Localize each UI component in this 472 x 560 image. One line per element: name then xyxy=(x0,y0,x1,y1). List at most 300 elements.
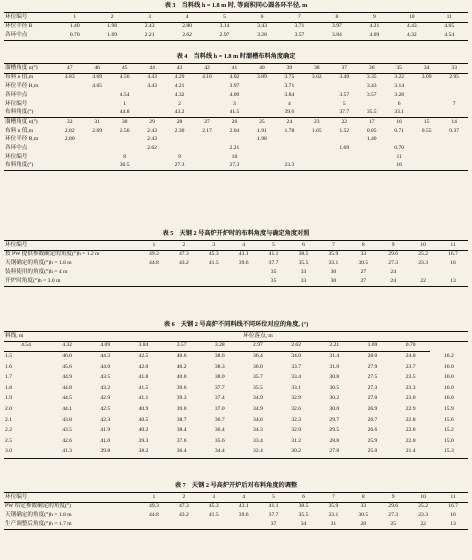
table7-cell: 44.8 xyxy=(149,512,159,519)
table3-cell: 9 xyxy=(356,13,393,23)
table4-cell xyxy=(56,83,83,92)
table6-column-header: 2.62 xyxy=(277,341,315,351)
table3-cell: 4.32 xyxy=(393,32,430,41)
table6-cell: 23.5 xyxy=(405,374,416,381)
table6-column-header: 4.09 xyxy=(86,341,124,351)
table5-cell: 24 xyxy=(390,268,396,275)
table6-cell: 30.8 xyxy=(329,374,340,381)
table7-cell: 49.3 xyxy=(149,503,159,510)
table6-cell: 42.9 xyxy=(100,395,111,402)
table6-column-header: 2.21 xyxy=(315,341,353,351)
table4-cell xyxy=(303,144,330,153)
table3-cell: 3.28 xyxy=(243,32,280,41)
table7-cell: 39.6 xyxy=(238,512,249,519)
table5-row-label: 装料使用的角度(°)h = 4 m xyxy=(5,268,68,275)
table6-cell: 15.2 xyxy=(443,427,454,434)
table6-cell: 15.3 xyxy=(430,447,468,458)
table6-row-label: 1.9 xyxy=(5,395,12,402)
table4-cell xyxy=(303,91,330,100)
table4-cell: 44.8 xyxy=(111,109,138,118)
table6-cell: 39.3 xyxy=(138,437,149,444)
table7-cell: 33 xyxy=(360,503,367,510)
table4-cell xyxy=(83,153,110,162)
table5-cell: 35 xyxy=(270,268,277,275)
table7-cell: 13 xyxy=(438,520,468,529)
table6-cell: 42.0 xyxy=(138,363,149,370)
table4-cell: 39.6 xyxy=(276,109,303,118)
table4-cell xyxy=(111,83,138,92)
table4-cell: 9 xyxy=(178,153,181,160)
table4-row-label: 溜槽角度 α(°) xyxy=(4,64,56,74)
table6-cell: 44.8 xyxy=(62,384,72,391)
table4-cell: 46 xyxy=(83,64,110,74)
table4-cell: 1.52 xyxy=(339,127,350,134)
table3-caption: 表 3 当料线 h = 1.8 m 时, 等面积同心圆各环半径, m xyxy=(164,2,308,9)
table4-cell: 1.65 xyxy=(311,127,322,134)
table6-cell: 32.0 xyxy=(291,427,302,434)
table6-row-label: 2.2 xyxy=(5,427,12,434)
table4-cell: 3.35 xyxy=(366,74,377,81)
table5-cell: 41.1 xyxy=(268,251,279,258)
table5-cell: 30 xyxy=(318,277,348,286)
table4-cell: 3 xyxy=(233,100,236,107)
table6-cell: 34.3 xyxy=(253,427,263,434)
table4-cell: 16 xyxy=(396,118,402,125)
table4 xyxy=(4,63,468,171)
table4-cell xyxy=(440,109,468,118)
table7-cell: 6 xyxy=(289,493,319,503)
table6-cell: 32.3 xyxy=(291,416,302,423)
table4-cell: 1 xyxy=(123,100,127,107)
table7-cell: 27.3 xyxy=(388,512,399,519)
table4-cell xyxy=(248,91,275,100)
table7-cell: 2 xyxy=(169,493,199,503)
table3-cell: 8 xyxy=(318,13,355,23)
table3-cell: 0.70 xyxy=(56,32,93,41)
table3-cell: 4.43 xyxy=(406,23,417,30)
table5-cell xyxy=(199,268,229,277)
table4-cell xyxy=(440,144,468,153)
table7-cell: 4 xyxy=(229,493,259,503)
table4-cell xyxy=(83,136,110,145)
table4-cell xyxy=(276,136,303,145)
table6-cell: 36.7 xyxy=(214,416,225,423)
table7-cell: 5 xyxy=(259,493,289,503)
table5-row-label: 按 PW 提供参数确定的角度(°)h = 1.2 m xyxy=(5,251,100,258)
table5-cell xyxy=(438,268,468,277)
table6 xyxy=(4,331,468,458)
table5-row-label: 天钢确定的角度(°)h = 1.8 m xyxy=(5,260,72,267)
table6-cell: 32.9 xyxy=(291,395,302,402)
table4-cell xyxy=(413,136,440,145)
table6-cell: 37.0 xyxy=(214,406,225,413)
table4-cell xyxy=(193,100,220,109)
table4-cell: 26 xyxy=(231,118,238,125)
table4-cell: 10 xyxy=(231,153,238,160)
table4-cell xyxy=(111,144,138,153)
table5-cell: 43.1 xyxy=(238,251,249,258)
table4-cell xyxy=(166,136,193,145)
table4-cell: 4.29 xyxy=(174,74,185,81)
table6-cell: 15.0 xyxy=(443,437,454,444)
table6-cell: 44.0 xyxy=(100,363,111,370)
table5-cell: 27 xyxy=(360,268,367,275)
table5-cell: 6 xyxy=(289,241,319,251)
table4-cell: 2.62 xyxy=(147,144,157,151)
table7-cell: 25 xyxy=(378,520,408,529)
table7-cell: 31 xyxy=(318,520,348,529)
table5-cell: 2 xyxy=(169,241,199,251)
table6-row-label: 3.0 xyxy=(4,447,48,458)
table6-row xyxy=(4,415,468,426)
table4-cell xyxy=(440,136,468,145)
table7-cell: 3 xyxy=(199,493,229,503)
table4-cell: 24 xyxy=(286,118,293,125)
table4-cell xyxy=(248,153,275,162)
table3-cell: 3 xyxy=(131,13,168,23)
table3-cell: 1.69 xyxy=(93,32,130,41)
table4-cell xyxy=(138,100,165,109)
table3-cell: 10 xyxy=(393,13,430,23)
table6-row-label: 2.5 xyxy=(5,437,12,444)
table4-cell: 4.69 xyxy=(92,74,103,81)
table7-cell: 35.9 xyxy=(328,503,339,510)
table3-cell: 1 xyxy=(56,13,93,23)
table4-cell xyxy=(440,91,468,100)
table4-cell: 30.5 xyxy=(111,162,138,171)
table6-cell: 22.0 xyxy=(405,437,416,444)
table4-cell xyxy=(166,144,193,153)
table6-cell: 40.2 xyxy=(138,427,149,434)
table6-cell: 33.1 xyxy=(291,384,302,391)
table4-cell xyxy=(303,109,330,118)
table4-cell: 3.75 xyxy=(284,74,295,81)
table6-row-header: 料线, m xyxy=(4,332,48,342)
table3 xyxy=(4,12,468,41)
table6-cell: 25.9 xyxy=(367,437,378,444)
table4-cell: 0.37 xyxy=(449,127,460,134)
table4-cell xyxy=(248,162,275,171)
table4-cell: 42 xyxy=(193,64,220,74)
table6-block xyxy=(4,322,468,459)
table7-cell: 7 xyxy=(318,493,348,503)
table6-cell: 35.5 xyxy=(253,384,263,391)
table5-cell: 13 xyxy=(438,277,468,286)
table6-row xyxy=(4,405,468,416)
table7-row-label: 生产调整后角度(°)h = 1.7 m xyxy=(4,520,139,529)
table6-row-label: 1.7 xyxy=(5,374,12,381)
table6-row-label: 1.6 xyxy=(5,363,12,370)
table4-cell xyxy=(193,162,220,171)
table6-row-label: 1.5 xyxy=(5,353,12,360)
table7-cell: 30.5 xyxy=(358,512,369,519)
table4-cell xyxy=(413,91,440,100)
table6-cell: 46.0 xyxy=(62,353,72,360)
table4-row-label: 环位半径 R,m xyxy=(5,83,39,90)
table6-cell: 41.9 xyxy=(100,427,111,434)
table6-cell: 16.0 xyxy=(443,395,454,402)
table6-cell: 43.2 xyxy=(100,384,111,391)
table7-cell: 34 xyxy=(289,520,319,529)
table6-cell: 39.8 xyxy=(86,447,124,458)
table7-cell: 41.5 xyxy=(208,512,219,519)
table4-cell: 3.49 xyxy=(339,74,350,81)
table3-cell: 3.71 xyxy=(294,23,305,30)
table7-cell: 8 xyxy=(348,493,378,503)
table7-block xyxy=(4,483,468,530)
table5-cell: 43.2 xyxy=(178,260,189,267)
table4-cell xyxy=(193,144,220,153)
table4-cell xyxy=(358,100,385,109)
table6-cell: 32.6 xyxy=(291,406,302,413)
table4-cell xyxy=(248,109,275,118)
table5-cell: 35.9 xyxy=(328,251,339,258)
table4-cell xyxy=(193,83,220,92)
table4-cell: 23 xyxy=(314,118,320,125)
table5-cell: 25.2 xyxy=(418,251,428,258)
table6-cell: 41.0 xyxy=(100,437,111,444)
table4-cell: 2.21 xyxy=(229,144,240,151)
table4-row xyxy=(4,136,468,145)
table5-cell: 5 xyxy=(259,241,289,251)
table6-cell: 37.6 xyxy=(176,437,187,444)
table7-cell: 10 xyxy=(408,493,438,503)
table6-cell: 42.3 xyxy=(100,416,111,423)
table4-cell: 3.43 xyxy=(366,83,377,90)
table6-cell: 23.7 xyxy=(405,363,416,370)
table4-cell: 2.82 xyxy=(64,127,75,134)
table4-cell xyxy=(303,136,330,145)
table6-cell: 26.9 xyxy=(367,406,378,413)
table5-cell: 47.3 xyxy=(178,251,189,258)
table5-cell xyxy=(408,268,438,277)
table4-cell xyxy=(303,153,330,162)
table6-cell: 40.2 xyxy=(176,363,187,370)
table6-cell: 34.6 xyxy=(253,416,263,423)
table3-row-label: 环位编号 xyxy=(4,13,56,23)
table7-cell: 43.1 xyxy=(238,503,249,510)
table6-cell: 15.6 xyxy=(443,416,454,423)
table6-cell: 40.6 xyxy=(176,353,187,360)
table6-cell: 33.4 xyxy=(291,374,302,381)
table3-row-label: 环位半径 R xyxy=(5,23,33,30)
table6-column-header: 3.84 xyxy=(124,341,162,351)
table5-cell: 39.6 xyxy=(238,260,249,267)
table5-cell: 11 xyxy=(438,241,468,251)
table4-cell: 33 xyxy=(440,64,468,74)
table6-cell: 27.9 xyxy=(367,363,378,370)
table4-cell: 16 xyxy=(385,162,412,171)
table4-cell: 35.5 xyxy=(358,109,385,118)
table4-cell xyxy=(303,162,330,171)
table4-cell: 7 xyxy=(452,100,456,107)
table6-cell: 25.0 xyxy=(353,447,391,458)
table4-cell xyxy=(276,153,303,162)
table6-column-header: 3.57 xyxy=(163,341,201,351)
table4-cell: 4.43 xyxy=(147,74,157,81)
table4-cell: 2.43 xyxy=(147,136,157,143)
table4-cell: 2.95 xyxy=(449,74,460,81)
table4-cell xyxy=(56,109,83,118)
table5-row xyxy=(4,260,468,269)
table7-cell: 1 xyxy=(139,493,169,503)
table5-row xyxy=(4,250,468,259)
table5-row-label: 环位编号 xyxy=(4,241,139,251)
table5-cell xyxy=(229,277,259,286)
table6-cell: 38.2 xyxy=(124,447,162,458)
table4-cell: 2.17 xyxy=(202,127,212,134)
table5-cell: 3 xyxy=(199,241,229,251)
table6-column-header: 2.97 xyxy=(239,341,277,351)
table7-cell: 43.2 xyxy=(178,512,189,519)
table5-cell: 22 xyxy=(408,277,438,286)
table4-cell: 2.30 xyxy=(174,127,185,134)
table4-cell xyxy=(56,162,83,171)
table5-cell: 33.1 xyxy=(328,260,339,267)
table4-cell: 25 xyxy=(259,118,265,125)
table5-cell: 33 xyxy=(300,268,307,275)
table3-cell: 5 xyxy=(206,13,243,23)
table6-cell: 16.0 xyxy=(443,384,454,391)
table6-cell: 21.4 xyxy=(392,447,430,458)
table4-cell: 41 xyxy=(221,64,248,74)
table7-row xyxy=(4,520,468,529)
table4-cell xyxy=(413,162,440,171)
table3-cell: 4.54 xyxy=(431,32,468,41)
table6-column-header: 1.69 xyxy=(353,341,391,351)
table4-cell: 3.71 xyxy=(284,83,295,90)
table5-cell: 8 xyxy=(348,241,378,251)
table6-cell: 16.0 xyxy=(443,374,454,381)
table6-cell: 44.9 xyxy=(62,374,72,381)
table6-cell: 42.6 xyxy=(62,437,72,444)
table3-cell: 2 xyxy=(93,13,130,23)
table4-cell: 2 xyxy=(178,100,181,107)
table4-cell xyxy=(440,83,468,92)
table6-cell: 38.7 xyxy=(176,416,187,423)
table4-cell xyxy=(276,144,303,153)
table4-cell: 47 xyxy=(56,64,83,74)
table4-cell: 2.69 xyxy=(92,127,103,134)
table7-cell: 16.7 xyxy=(448,503,458,510)
table4-cell xyxy=(413,144,440,153)
table3-cell: 7 xyxy=(281,13,318,23)
table4-cell: 11 xyxy=(396,153,402,160)
table6-cell: 30.5 xyxy=(329,384,340,391)
table5-cell: 16 xyxy=(450,260,456,267)
table6-cell: 38.0 xyxy=(214,374,225,381)
table7-cell: 45.3 xyxy=(208,503,219,510)
table3-cell: 4.21 xyxy=(369,23,380,30)
table4-cell: 3.22 xyxy=(394,74,405,81)
table4-cell: 17 xyxy=(368,118,375,125)
table6-cell: 23.0 xyxy=(405,395,416,402)
table4-cell: 37 xyxy=(331,64,358,74)
table7-cell: 33.1 xyxy=(328,512,339,519)
table7-cell: 29.6 xyxy=(388,503,399,510)
table6-cell: 28.8 xyxy=(329,437,340,444)
table3-cell: 2.80 xyxy=(182,23,192,30)
table4-cell: 43 xyxy=(166,64,193,74)
table6-cell: 39.6 xyxy=(176,384,187,391)
table4-cell: 27 xyxy=(204,118,210,125)
table4-cell xyxy=(83,162,110,171)
table4-row xyxy=(4,100,468,109)
table3-cell: 4 xyxy=(168,13,205,23)
table4-cell: 3.28 xyxy=(394,91,405,98)
table3-block xyxy=(4,3,468,41)
table6-caption: 表 6 天钢 2 号高炉不同料线不同环位对应的角度, (°) xyxy=(163,321,309,328)
table4-cell: 41.5 xyxy=(221,109,248,118)
table4-cell xyxy=(248,100,275,109)
table4-cell: 22 xyxy=(341,118,348,125)
table3-cell: 2.62 xyxy=(168,32,205,41)
table5-cell xyxy=(229,268,259,277)
table7-cell: 23.3 xyxy=(418,512,428,519)
table5-cell xyxy=(199,277,229,286)
table7-cell: 35.5 xyxy=(298,512,309,519)
table4-cell xyxy=(138,109,165,118)
table6-row xyxy=(4,426,468,437)
table5-caption: 表 5 天钢 2 号高炉开炉时的布料角度与确定角度对照 xyxy=(162,230,310,237)
table6-cell: 45.6 xyxy=(62,363,72,370)
table4-cell: 32 xyxy=(66,118,73,125)
table3-row xyxy=(4,22,468,31)
table6-cell: 39.0 xyxy=(176,406,187,413)
table4-cell xyxy=(331,153,358,162)
table4-cell: 4.32 xyxy=(174,91,185,98)
table6-column-header: 0.70 xyxy=(392,341,430,351)
table4-cell: 4.54 xyxy=(119,91,130,98)
table7-cell: 37.7 xyxy=(268,512,279,519)
table3-row xyxy=(4,32,468,41)
table4-cell: 15 xyxy=(423,118,430,125)
table4-cell: 27.3 xyxy=(221,162,248,171)
table3-row-label: 各环中点 xyxy=(4,32,56,41)
table4-cell: 0.71 xyxy=(394,127,405,134)
table4-cell: 38 xyxy=(303,64,330,74)
table4-cell: 2.04 xyxy=(229,127,240,134)
table6-cell: 41.8 xyxy=(138,374,149,381)
table6-cell: 44.3 xyxy=(100,353,111,360)
table4-row-label: 各环中点 xyxy=(5,91,28,98)
table4-row-label: 布料 n 值,m xyxy=(5,127,34,134)
table6-cell: 16.2 xyxy=(443,352,454,359)
table7-cell: 9 xyxy=(378,493,408,503)
table5-cell: 29.6 xyxy=(388,251,399,258)
table6-cell: 30.2 xyxy=(329,395,340,402)
table5-cell: 10 xyxy=(408,241,438,251)
table4-cell xyxy=(248,83,275,92)
table4-row-label: 环位半径 R,m xyxy=(5,136,39,143)
table7-cell xyxy=(169,520,199,529)
table4-cell: 5 xyxy=(342,100,346,107)
table4-row xyxy=(4,73,468,82)
table4-cell xyxy=(56,91,83,100)
table4-cell: 4.21 xyxy=(174,83,185,90)
table6-row xyxy=(4,394,468,405)
table6-row xyxy=(4,436,468,447)
table4-cell: 1.69 xyxy=(339,144,350,151)
table4-cell xyxy=(193,91,220,100)
table6-cell: 41.3 xyxy=(48,447,86,458)
table6-cell: 43.5 xyxy=(62,427,72,434)
table5-block xyxy=(4,231,468,287)
table4-cell xyxy=(440,162,468,171)
table6-cell: 42.5 xyxy=(138,353,149,360)
table6-row-label: 2.1 xyxy=(5,416,12,423)
table4-cell xyxy=(138,153,165,162)
